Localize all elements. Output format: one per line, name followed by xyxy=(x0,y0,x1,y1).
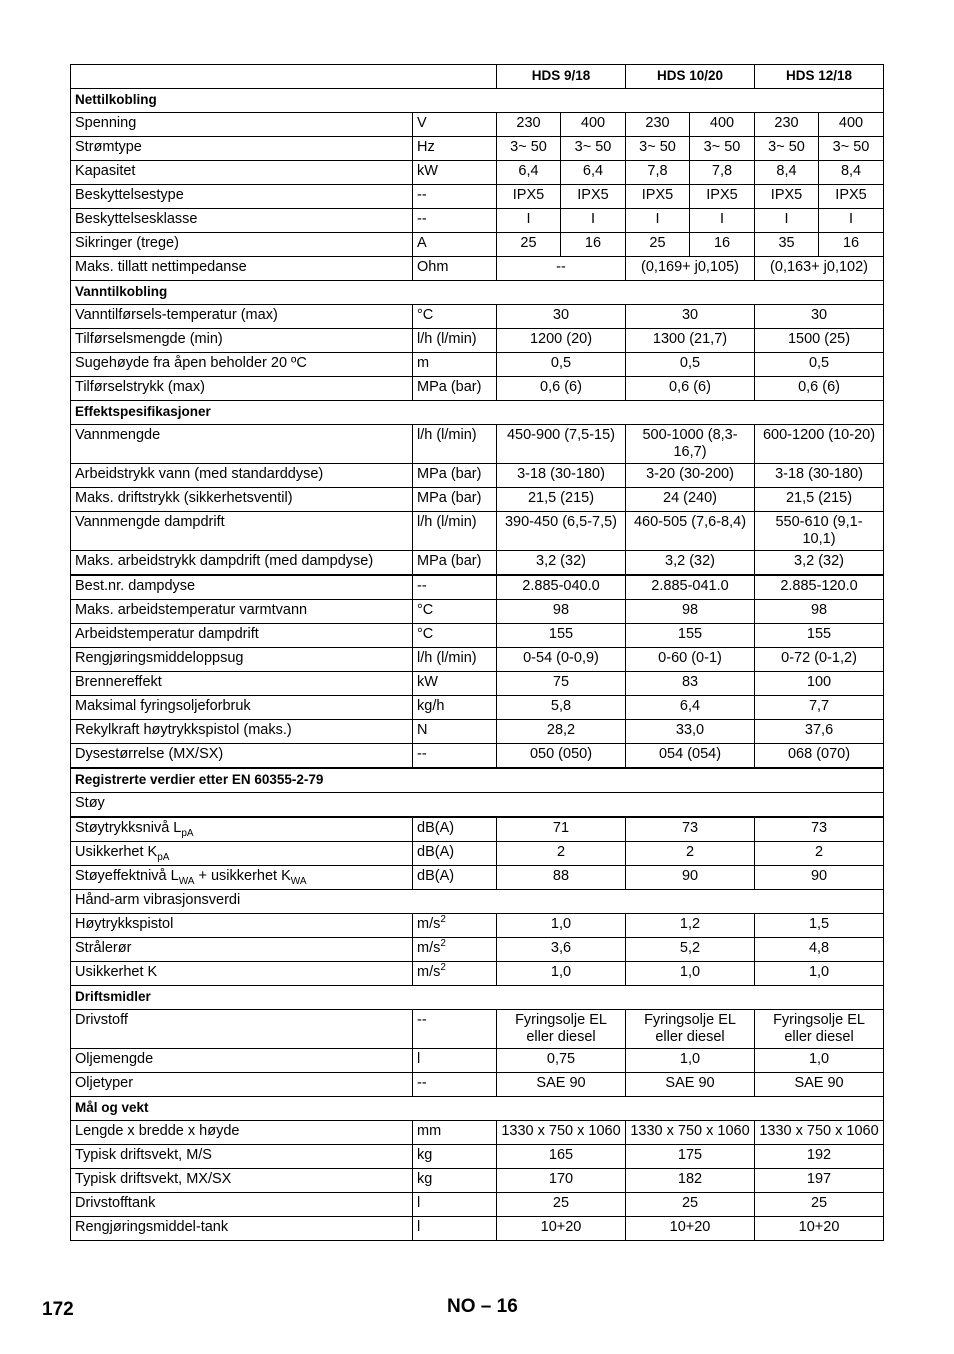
value-cell: 25 xyxy=(755,1193,884,1217)
row-label xyxy=(71,842,413,866)
row-label: Vannmengde dampdrift xyxy=(71,512,413,551)
section-title: Vanntilkobling xyxy=(71,281,884,305)
value-cell: 37,6 xyxy=(755,720,884,744)
value-cell: 71 xyxy=(497,817,626,842)
row-unit: dB(A) xyxy=(413,866,497,890)
table-row xyxy=(71,575,884,600)
value-cell: IPX5 xyxy=(561,185,626,209)
table-row xyxy=(71,866,884,890)
row-label: Rengjøringsmiddel-tank xyxy=(71,1217,413,1241)
value-cell: 1330 x 750 x 1060 xyxy=(755,1121,884,1145)
table-row xyxy=(71,425,884,464)
table-row xyxy=(71,962,884,986)
table-row xyxy=(71,353,884,377)
subsection-row xyxy=(71,890,884,914)
value-cell: 3,2 (32) xyxy=(626,551,755,576)
unit-text: m/s xyxy=(417,916,441,932)
row-unit: kg xyxy=(413,1145,497,1169)
value-cell: 33,0 xyxy=(626,720,755,744)
value-cell: 30 xyxy=(755,305,884,329)
row-label: Maks. arbeidstemperatur varmtvann xyxy=(71,600,413,624)
value-cell: I xyxy=(561,209,626,233)
label-subscript: pA xyxy=(157,851,170,863)
value-cell: 0,6 (6) xyxy=(497,377,626,401)
header-empty-cell xyxy=(71,65,497,89)
value-cell: 5,2 xyxy=(626,938,755,962)
value-cell: 2.885-120.0 xyxy=(755,575,884,600)
value-cell: 4,8 xyxy=(755,938,884,962)
label-text: Støyeffektnivå L xyxy=(75,868,179,884)
row-unit: MPa (bar) xyxy=(413,464,497,488)
row-unit: °C xyxy=(413,624,497,648)
value-cell: 73 xyxy=(755,817,884,842)
value-cell: I xyxy=(690,209,755,233)
table-header-row xyxy=(71,65,884,89)
row-unit: °C xyxy=(413,305,497,329)
value-cell: 450-900 (7,5-15) xyxy=(497,425,626,464)
table-row xyxy=(71,1121,884,1145)
value-cell: IPX5 xyxy=(497,185,561,209)
value-cell: 30 xyxy=(626,305,755,329)
table-row xyxy=(71,1145,884,1169)
row-label: Vanntilførsels-temperatur (max) xyxy=(71,305,413,329)
section-header-row xyxy=(71,401,884,425)
value-cell: 3~ 50 xyxy=(819,137,884,161)
section-header-row xyxy=(71,1097,884,1121)
row-unit: kg xyxy=(413,1169,497,1193)
label-subscript: WA xyxy=(178,875,195,887)
value-cell: 83 xyxy=(626,672,755,696)
table-row xyxy=(71,551,884,576)
value-cell: Fyringsolje EL eller diesel xyxy=(497,1010,626,1049)
value-cell: 1,0 xyxy=(755,1049,884,1073)
section-title: Mål og vekt xyxy=(71,1097,884,1121)
value-cell: 25 xyxy=(626,233,690,257)
value-cell: 5,8 xyxy=(497,696,626,720)
value-cell: 390-450 (6,5-7,5) xyxy=(497,512,626,551)
value-cell: 90 xyxy=(755,866,884,890)
value-cell: 2 xyxy=(755,842,884,866)
value-cell: 175 xyxy=(626,1145,755,1169)
value-cell: 1,0 xyxy=(626,1049,755,1073)
row-label: Typisk driftsvekt, M/S xyxy=(71,1145,413,1169)
value-cell: 24 (240) xyxy=(626,488,755,512)
value-cell: 500-1000 (8,3-16,7) xyxy=(626,425,755,464)
value-cell: 155 xyxy=(497,624,626,648)
row-unit: MPa (bar) xyxy=(413,488,497,512)
row-label: Sikringer (trege) xyxy=(71,233,413,257)
row-unit: dB(A) xyxy=(413,817,497,842)
table-row xyxy=(71,464,884,488)
model-header-cell: HDS 9/18 xyxy=(497,65,626,89)
value-cell: I xyxy=(819,209,884,233)
label-subscript: WA xyxy=(290,875,307,887)
value-cell: 3,2 (32) xyxy=(497,551,626,576)
value-cell: -- xyxy=(497,257,626,281)
row-label: Lengde x bredde x høyde xyxy=(71,1121,413,1145)
value-cell: 1,2 xyxy=(626,914,755,938)
value-cell: 88 xyxy=(497,866,626,890)
model-header-cell: HDS 12/18 xyxy=(755,65,884,89)
row-unit: m xyxy=(413,353,497,377)
row-unit: -- xyxy=(413,1010,497,1049)
value-cell: I xyxy=(497,209,561,233)
table-row xyxy=(71,113,884,137)
section-title: Nettilkobling xyxy=(71,89,884,113)
row-label: Strømtype xyxy=(71,137,413,161)
table-row xyxy=(71,185,884,209)
row-unit: l/h (l/min) xyxy=(413,425,497,464)
table-row xyxy=(71,817,884,842)
row-label: Beskyttelsesklasse xyxy=(71,209,413,233)
row-unit: Hz xyxy=(413,137,497,161)
value-cell: 8,4 xyxy=(819,161,884,185)
row-label: Brennereffekt xyxy=(71,672,413,696)
value-cell: 192 xyxy=(755,1145,884,1169)
value-cell: IPX5 xyxy=(755,185,819,209)
value-cell: 3,6 xyxy=(497,938,626,962)
value-cell: 1,0 xyxy=(497,962,626,986)
row-unit: MPa (bar) xyxy=(413,551,497,576)
label-subscript: pA xyxy=(181,827,194,839)
value-cell: 3,2 (32) xyxy=(755,551,884,576)
value-cell: (0,169+ j0,105) xyxy=(626,257,755,281)
value-cell: 6,4 xyxy=(561,161,626,185)
value-cell: 3-18 (30-180) xyxy=(755,464,884,488)
label-text: Støytrykksnivå L xyxy=(75,820,182,836)
row-unit: l/h (l/min) xyxy=(413,648,497,672)
row-unit: -- xyxy=(413,575,497,600)
value-cell: 0-60 (0-1) xyxy=(626,648,755,672)
value-cell: 8,4 xyxy=(755,161,819,185)
value-cell: 7,8 xyxy=(690,161,755,185)
row-label: Maks. driftstrykk (sikkerhetsventil) xyxy=(71,488,413,512)
value-cell: 7,7 xyxy=(755,696,884,720)
section-header-row xyxy=(71,281,884,305)
row-label: Best.nr. dampdyse xyxy=(71,575,413,600)
value-cell: 1,0 xyxy=(755,962,884,986)
table-row xyxy=(71,377,884,401)
value-cell: 6,4 xyxy=(497,161,561,185)
row-label: Arbeidstrykk vann (med standarddyse) xyxy=(71,464,413,488)
value-cell: 068 (070) xyxy=(755,744,884,769)
value-cell: SAE 90 xyxy=(626,1073,755,1097)
table-row xyxy=(71,305,884,329)
row-unit: °C xyxy=(413,600,497,624)
value-cell: 0,5 xyxy=(626,353,755,377)
row-label: Tilførselstrykk (max) xyxy=(71,377,413,401)
section-title: Registrerte verdier etter EN 60355-2-79 xyxy=(71,768,884,793)
value-cell: 3-18 (30-180) xyxy=(497,464,626,488)
value-cell: 3~ 50 xyxy=(690,137,755,161)
unit-text: m/s xyxy=(417,940,441,956)
value-cell: 0,6 (6) xyxy=(755,377,884,401)
value-cell: SAE 90 xyxy=(497,1073,626,1097)
value-cell: 10+20 xyxy=(626,1217,755,1241)
table-row xyxy=(71,720,884,744)
value-cell: 0,5 xyxy=(497,353,626,377)
row-unit xyxy=(413,962,497,986)
value-cell: 7,8 xyxy=(626,161,690,185)
value-cell: IPX5 xyxy=(690,185,755,209)
row-label: Typisk driftsvekt, MX/SX xyxy=(71,1169,413,1193)
value-cell: 1,5 xyxy=(755,914,884,938)
value-cell: 3~ 50 xyxy=(497,137,561,161)
row-unit: V xyxy=(413,113,497,137)
row-unit: -- xyxy=(413,209,497,233)
row-unit: MPa (bar) xyxy=(413,377,497,401)
value-cell: 2.885-040.0 xyxy=(497,575,626,600)
value-cell: 230 xyxy=(497,113,561,137)
value-cell: 182 xyxy=(626,1169,755,1193)
value-cell: 1,0 xyxy=(497,914,626,938)
row-unit: l/h (l/min) xyxy=(413,329,497,353)
value-cell: 30 xyxy=(497,305,626,329)
value-cell: 16 xyxy=(561,233,626,257)
value-cell: 25 xyxy=(497,1193,626,1217)
label-text: + usikkerhet K xyxy=(194,868,291,884)
value-cell: 400 xyxy=(561,113,626,137)
value-cell: 0-72 (0-1,2) xyxy=(755,648,884,672)
row-unit: kW xyxy=(413,161,497,185)
table-row xyxy=(71,1073,884,1097)
value-cell: 10+20 xyxy=(755,1217,884,1241)
value-cell: 25 xyxy=(626,1193,755,1217)
row-unit xyxy=(413,914,497,938)
table-row xyxy=(71,512,884,551)
table-row xyxy=(71,914,884,938)
value-cell: IPX5 xyxy=(626,185,690,209)
section-title: Driftsmidler xyxy=(71,986,884,1010)
value-cell: 050 (050) xyxy=(497,744,626,769)
value-cell: 400 xyxy=(690,113,755,137)
unit-exponent: 2 xyxy=(440,914,446,926)
table-row xyxy=(71,938,884,962)
subsection-title: Støy xyxy=(71,793,884,818)
table-row xyxy=(71,1169,884,1193)
value-cell: 3~ 50 xyxy=(755,137,819,161)
value-cell: 0,6 (6) xyxy=(626,377,755,401)
page-footer-label: NO – 16 xyxy=(447,1296,518,1317)
spec-table-body xyxy=(71,65,884,1241)
row-unit: -- xyxy=(413,744,497,769)
value-cell: 98 xyxy=(497,600,626,624)
row-unit: mm xyxy=(413,1121,497,1145)
subsection-row xyxy=(71,793,884,818)
row-label: Vannmengde xyxy=(71,425,413,464)
value-cell: 230 xyxy=(755,113,819,137)
unit-exponent: 2 xyxy=(440,962,446,974)
row-label: Oljemengde xyxy=(71,1049,413,1073)
spec-table xyxy=(70,64,884,1241)
table-row xyxy=(71,842,884,866)
subsection-title: Hånd-arm vibrasjonsverdi xyxy=(71,890,884,914)
value-cell: 1500 (25) xyxy=(755,329,884,353)
row-label: Drivstofftank xyxy=(71,1193,413,1217)
value-cell: 10+20 xyxy=(497,1217,626,1241)
row-label: Kapasitet xyxy=(71,161,413,185)
value-cell: 25 xyxy=(497,233,561,257)
row-label: Arbeidstemperatur dampdrift xyxy=(71,624,413,648)
value-cell: 600-1200 (10-20) xyxy=(755,425,884,464)
value-cell: 400 xyxy=(819,113,884,137)
value-cell: 1,0 xyxy=(626,962,755,986)
value-cell: 28,2 xyxy=(497,720,626,744)
table-row xyxy=(71,329,884,353)
value-cell: 21,5 (215) xyxy=(755,488,884,512)
row-unit: Ohm xyxy=(413,257,497,281)
table-row xyxy=(71,672,884,696)
row-label: Spenning xyxy=(71,113,413,137)
value-cell: 21,5 (215) xyxy=(497,488,626,512)
table-row xyxy=(71,1193,884,1217)
value-cell: 73 xyxy=(626,817,755,842)
value-cell: 3~ 50 xyxy=(561,137,626,161)
value-cell: 1300 (21,7) xyxy=(626,329,755,353)
table-row xyxy=(71,600,884,624)
model-header-cell: HDS 10/20 xyxy=(626,65,755,89)
value-cell: 2 xyxy=(626,842,755,866)
value-cell: 1330 x 750 x 1060 xyxy=(626,1121,755,1145)
value-cell: 6,4 xyxy=(626,696,755,720)
row-label: Dysestørrelse (MX/SX) xyxy=(71,744,413,769)
value-cell: 230 xyxy=(626,113,690,137)
row-unit: N xyxy=(413,720,497,744)
table-row xyxy=(71,209,884,233)
row-label: Oljetyper xyxy=(71,1073,413,1097)
table-row xyxy=(71,1049,884,1073)
value-cell: 0-54 (0-0,9) xyxy=(497,648,626,672)
value-cell: 460-505 (7,6-8,4) xyxy=(626,512,755,551)
value-cell: IPX5 xyxy=(819,185,884,209)
value-cell: 2.885-041.0 xyxy=(626,575,755,600)
section-header-row xyxy=(71,89,884,113)
row-unit: -- xyxy=(413,185,497,209)
table-row xyxy=(71,696,884,720)
value-cell: 16 xyxy=(819,233,884,257)
row-label: Maks. tillatt nettimpedanse xyxy=(71,257,413,281)
table-row xyxy=(71,257,884,281)
value-cell: 1330 x 750 x 1060 xyxy=(497,1121,626,1145)
value-cell: I xyxy=(626,209,690,233)
value-cell: 90 xyxy=(626,866,755,890)
value-cell: 155 xyxy=(755,624,884,648)
row-unit xyxy=(413,938,497,962)
row-unit: l/h (l/min) xyxy=(413,512,497,551)
unit-text: m/s xyxy=(417,964,441,980)
value-cell: 155 xyxy=(626,624,755,648)
value-cell: 197 xyxy=(755,1169,884,1193)
value-cell: 35 xyxy=(755,233,819,257)
value-cell: 3-20 (30-200) xyxy=(626,464,755,488)
value-cell: 0,5 xyxy=(755,353,884,377)
row-label: Tilførselsmengde (min) xyxy=(71,329,413,353)
value-cell: 2 xyxy=(497,842,626,866)
section-title: Effektspesifikasjoner xyxy=(71,401,884,425)
value-cell: 3~ 50 xyxy=(626,137,690,161)
table-row xyxy=(71,1010,884,1049)
value-cell: Fyringsolje EL eller diesel xyxy=(755,1010,884,1049)
row-label: Drivstoff xyxy=(71,1010,413,1049)
row-label: Strålerør xyxy=(71,938,413,962)
value-cell: 100 xyxy=(755,672,884,696)
value-cell: (0,163+ j0,102) xyxy=(755,257,884,281)
table-row xyxy=(71,744,884,769)
value-cell: SAE 90 xyxy=(755,1073,884,1097)
unit-exponent: 2 xyxy=(440,938,446,950)
value-cell: 98 xyxy=(626,600,755,624)
row-label: Rekylkraft høytrykkspistol (maks.) xyxy=(71,720,413,744)
row-label: Beskyttelsestype xyxy=(71,185,413,209)
row-unit: dB(A) xyxy=(413,842,497,866)
row-unit: l xyxy=(413,1217,497,1241)
value-cell: 98 xyxy=(755,600,884,624)
value-cell: 165 xyxy=(497,1145,626,1169)
section-header-row xyxy=(71,986,884,1010)
value-cell: 16 xyxy=(690,233,755,257)
row-label: Rengjøringsmiddeloppsug xyxy=(71,648,413,672)
row-label: Maksimal fyringsoljeforbruk xyxy=(71,696,413,720)
row-unit: A xyxy=(413,233,497,257)
row-label: Maks. arbeidstrykk dampdrift (med dampdyse) xyxy=(71,551,413,576)
row-label xyxy=(71,866,413,890)
row-label: Sugehøyde fra åpen beholder 20 ºC xyxy=(71,353,413,377)
row-unit: l xyxy=(413,1049,497,1073)
value-cell: 054 (054) xyxy=(626,744,755,769)
table-row xyxy=(71,1217,884,1241)
row-label: Usikkerhet K xyxy=(71,962,413,986)
value-cell: 1200 (20) xyxy=(497,329,626,353)
table-row xyxy=(71,137,884,161)
table-row xyxy=(71,624,884,648)
row-unit: l xyxy=(413,1193,497,1217)
row-label: Høytrykkspistol xyxy=(71,914,413,938)
row-unit: kg/h xyxy=(413,696,497,720)
value-cell: I xyxy=(755,209,819,233)
value-cell: Fyringsolje EL eller diesel xyxy=(626,1010,755,1049)
value-cell: 0,75 xyxy=(497,1049,626,1073)
table-row xyxy=(71,648,884,672)
value-cell: 75 xyxy=(497,672,626,696)
value-cell: 550-610 (9,1-10,1) xyxy=(755,512,884,551)
table-row xyxy=(71,488,884,512)
label-text: Usikkerhet K xyxy=(75,844,158,860)
section-header-row xyxy=(71,768,884,793)
row-unit: kW xyxy=(413,672,497,696)
page-number: 172 xyxy=(42,1299,74,1320)
row-label xyxy=(71,817,413,842)
table-row xyxy=(71,161,884,185)
table-row xyxy=(71,233,884,257)
row-unit: -- xyxy=(413,1073,497,1097)
value-cell: 170 xyxy=(497,1169,626,1193)
